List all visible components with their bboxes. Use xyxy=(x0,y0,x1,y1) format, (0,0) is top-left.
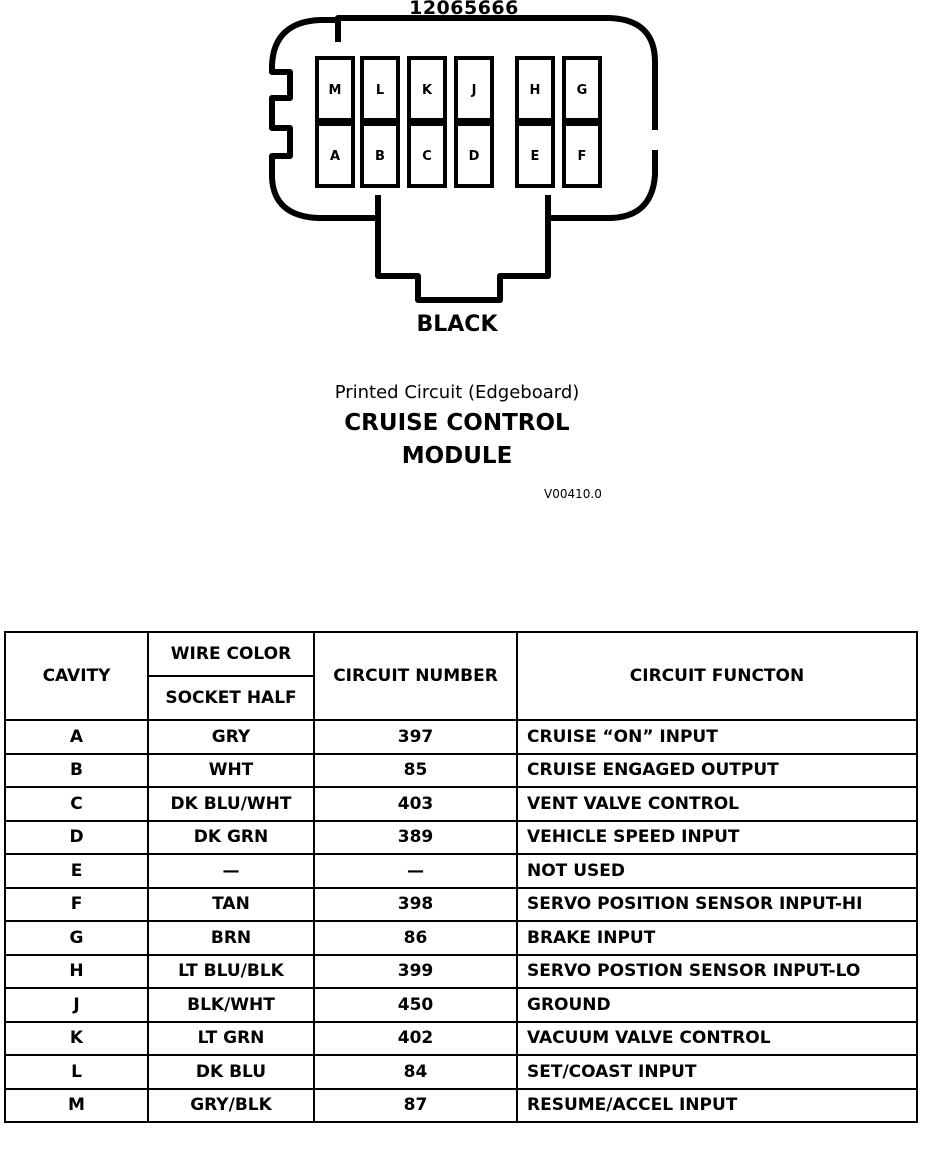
cavity-cell: J xyxy=(5,988,148,1022)
wire-color-cell: WHT xyxy=(148,754,314,788)
pin-label-b: B xyxy=(375,149,385,164)
table-row xyxy=(5,988,917,1022)
table-row xyxy=(5,1089,917,1123)
cavity-cell: M xyxy=(5,1089,148,1123)
circuit-function-cell: SERVO POSITION SENSOR INPUT-HI xyxy=(517,888,917,922)
cavity-cell: E xyxy=(5,854,148,888)
circuit-function-cell: CRUISE ENGAGED OUTPUT xyxy=(517,754,917,788)
circuit-function-cell: VACUUM VALVE CONTROL xyxy=(517,1022,917,1056)
pin-label-c: C xyxy=(422,149,432,164)
circuit-number-cell: 399 xyxy=(314,955,517,989)
circuit-number-cell: 402 xyxy=(314,1022,517,1056)
wire-color-cell: GRY xyxy=(148,720,314,754)
circuit-function-cell: BRAKE INPUT xyxy=(517,921,917,955)
wire-color-cell: LT GRN xyxy=(148,1022,314,1056)
header-circuit-number: CIRCUIT NUMBER xyxy=(314,632,517,720)
circuit-number-cell: 86 xyxy=(314,921,517,955)
circuit-function-cell: NOT USED xyxy=(517,854,917,888)
wire-color-cell: TAN xyxy=(148,888,314,922)
cavity-cell: K xyxy=(5,1022,148,1056)
circuit-number-cell: 397 xyxy=(314,720,517,754)
cavity-cell: D xyxy=(5,821,148,855)
pin-label-k: K xyxy=(421,83,433,98)
connector-type-subtitle: Printed Circuit (Edgeboard) xyxy=(334,382,580,403)
circuit-function-cell: CRUISE “ON” INPUT xyxy=(517,720,917,754)
cavity-cell: G xyxy=(5,921,148,955)
cavity-cell: B xyxy=(5,754,148,788)
circuit-function-cell: VEHICLE SPEED INPUT xyxy=(517,821,917,855)
pin-label-e: E xyxy=(530,149,540,164)
pinout-table-body xyxy=(5,720,917,1122)
cavity-cell: F xyxy=(5,888,148,922)
circuit-number-cell: — xyxy=(314,854,517,888)
header-socket-half: SOCKET HALF xyxy=(148,676,314,720)
table-row xyxy=(5,787,917,821)
circuit-function-cell: RESUME/ACCEL INPUT xyxy=(517,1089,917,1123)
cavity-cell: C xyxy=(5,787,148,821)
table-row xyxy=(5,888,917,922)
circuit-number-cell: 85 xyxy=(314,754,517,788)
circuit-function-cell: SET/COAST INPUT xyxy=(517,1055,917,1089)
pin-label-f: F xyxy=(577,149,587,164)
circuit-number-cell: 398 xyxy=(314,888,517,922)
wire-color-cell: DK GRN xyxy=(148,821,314,855)
circuit-function-cell: GROUND xyxy=(517,988,917,1022)
module-title-line1: CRUISE CONTROL xyxy=(344,410,570,436)
wire-color-cell: BLK/WHT xyxy=(148,988,314,1022)
wire-color-cell: BRN xyxy=(148,921,314,955)
wire-color-cell: DK BLU/WHT xyxy=(148,787,314,821)
pin-label-j: J xyxy=(471,83,477,98)
circuit-number-cell: 87 xyxy=(314,1089,517,1123)
cavity-cell: A xyxy=(5,720,148,754)
table-row xyxy=(5,754,917,788)
circuit-function-cell: VENT VALVE CONTROL xyxy=(517,787,917,821)
table-row xyxy=(5,720,917,754)
table-row xyxy=(5,821,917,855)
cavity-cell: L xyxy=(5,1055,148,1089)
circuit-function-cell: SERVO POSTION SENSOR INPUT-LO xyxy=(517,955,917,989)
header-circuit-function: CIRCUIT FUNCTON xyxy=(517,632,917,720)
module-title-line2: MODULE xyxy=(401,443,513,469)
pin-label-g: G xyxy=(576,83,588,98)
pin-label-d: D xyxy=(468,149,480,164)
connector-diagram xyxy=(0,0,928,310)
table-row xyxy=(5,1022,917,1056)
wire-color-cell: — xyxy=(148,854,314,888)
connector-part-number: 12065666 xyxy=(409,0,519,19)
figure-id: V00410.0 xyxy=(544,487,602,501)
pin-label-l: L xyxy=(375,83,385,98)
table-row xyxy=(5,955,917,989)
circuit-number-cell: 389 xyxy=(314,821,517,855)
table-row xyxy=(5,1055,917,1089)
wire-color-cell: LT BLU/BLK xyxy=(148,955,314,989)
pinout-table xyxy=(4,631,918,1123)
circuit-number-cell: 84 xyxy=(314,1055,517,1089)
header-wire-color: WIRE COLOR xyxy=(148,632,314,676)
wire-color-cell: DK BLU xyxy=(148,1055,314,1089)
pin-label-h: H xyxy=(529,83,541,98)
table-row xyxy=(5,921,917,955)
circuit-number-cell: 403 xyxy=(314,787,517,821)
cavity-cell: H xyxy=(5,955,148,989)
circuit-number-cell: 450 xyxy=(314,988,517,1022)
connector-color-label: BLACK xyxy=(416,312,498,337)
table-row xyxy=(5,854,917,888)
pin-label-m: M xyxy=(328,83,342,98)
wire-color-cell: GRY/BLK xyxy=(148,1089,314,1123)
pin-label-a: A xyxy=(329,149,341,164)
header-cavity: CAVITY xyxy=(5,632,148,720)
